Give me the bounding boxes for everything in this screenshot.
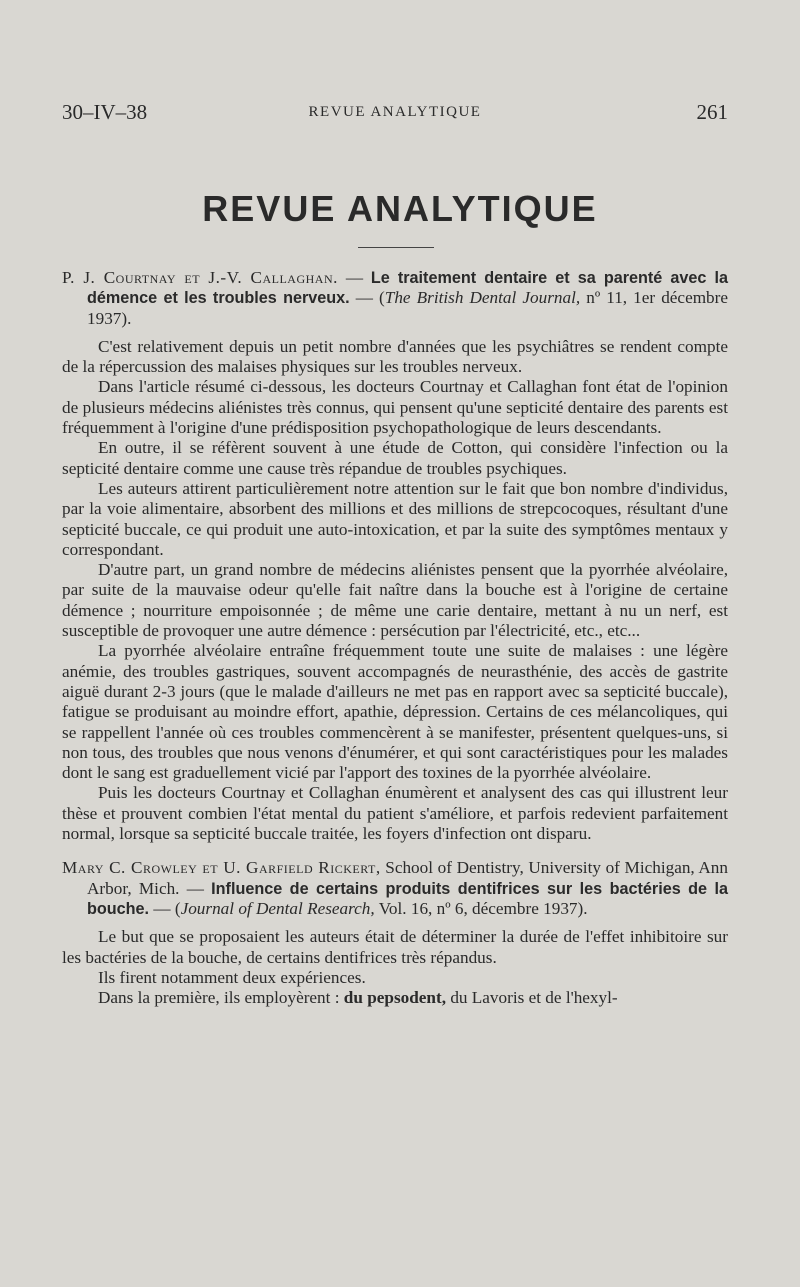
entry-1-paragraph: Les auteurs attirent particulièrement notre attention sur le fait que bon nombre d'individus, par la voie alimentaire, absorbent des millions et des millions de strepcocoques, résultant d'une septicité buccale, ce qui produit une auto-intoxication, et par la suite des symptômes mentaux y correspondant. — [62, 478, 728, 559]
entry-2-paragraph-last — [62, 988, 728, 1008]
entry-1-source: nº 11, 1er décembre 1937). — [87, 288, 729, 328]
running-header — [62, 100, 728, 130]
entry-2-last-text: Dans la première, ils employèrent : — [98, 988, 344, 1008]
entry-2-dash-2: — — [149, 898, 175, 918]
entry-1-dash: — — [337, 268, 371, 287]
entry-1-heading — [62, 268, 728, 329]
entry-2-last-text-end: du Lavoris et de l'hexyl- — [446, 988, 618, 1008]
entry-2-title: Influence de certains produits dentifrices sur les bactéries de la bouche. — [87, 879, 729, 918]
entry-1-paragraph: D'autre part, un grand nombre de médecins aliénistes pensent que la pyorrhée alvéolaire, par suite de la mauvaise odeur qu'elle fait naître dans la bouche est à l'origine de certaine démence ; nourriture empoisonnée ; de même une carie dentaire, mettant à nu un nerf, est susceptible de provoquer une autre démence : persécution par l'électricité, etc., etc... — [62, 560, 728, 641]
entry-1-authors: P. J. Courtnay et J.-V. Callaghan. — [62, 268, 338, 287]
entry-2-heading — [62, 858, 728, 919]
entry-2-paren: ( — [174, 898, 181, 918]
entry-1-paragraph: Dans l'article résumé ci-dessous, les docteurs Courtnay et Callaghan font état de l'opinion de plusieurs médecins aliénistes très connus, qui pensent qu'une septicité dentaire des parents est fréquemment à l'origine d'une prédisposition psychopathologique de leurs descendants. — [62, 377, 728, 438]
article-body — [62, 268, 728, 1008]
page-number: 261 — [696, 100, 728, 124]
entry-1-paragraph: C'est relativement depuis un petit nombre d'années que les psychiâtres se rendent compte de la répercussion des malaises physiques sur les troubles nerveux. — [62, 336, 728, 377]
entry-2-authors: Mary C. Crowley et U. Garfield Rickert, — [62, 858, 381, 878]
entry-2-journal: Journal of Dental Research, — [180, 898, 375, 918]
entry-2-source: Vol. 16, nº 6, décembre 1937). — [374, 898, 588, 918]
page-title: REVUE ANALYTIQUE — [202, 188, 598, 229]
header-section-title: REVUE ANALYTIQUE — [308, 104, 482, 120]
entry-2-dash: — — [179, 878, 212, 898]
entry-2-last-bold: du pepsodent, — [343, 988, 447, 1008]
title-divider — [358, 247, 434, 248]
entry-1-paren: ( — [379, 288, 385, 308]
entry-1-title: Le traitement dentaire et sa parenté avec la démence et les troubles nerveux. — [87, 269, 728, 308]
header-date: 30–IV–38 — [62, 100, 148, 124]
entry-1-journal: The British Dental Journal, — [384, 288, 581, 308]
entry-1-dash-2: — — [349, 288, 380, 308]
entry-2-paragraph: Le but que se proposaient les auteurs était de déterminer la durée de l'effet inhibitoire sur les bactéries de la bouche, de certains dentifrices très répandus. — [62, 927, 728, 967]
entry-1-paragraph: La pyorrhée alvéolaire entraîne fréquemment toute une suite de malaises : une légère anémie, des troubles gastriques, souvent accompagnés de neurasthénie, des accès de gastrite aiguë durant 2-3 jours (que le malade d'ailleurs ne met pas en rapport avec sa septicité buccale), fatigue se produisant au moindre effort, apathie, dépression. Certains de ces mélancoliques, qui se rappellent l'année où ces troubles commencèrent à se manifester, présentent quelques-uns, si non tous, des troubles que nous venons d'énumérer, et qui sont caractéristiques pour les malades dont le sang est graduellement vicié par l'apport des toxines de la pyorrhée alvéolaire. — [62, 641, 728, 783]
entry-2-affiliation: School of Dentistry, University of Michigan, Ann Arbor, Mich. — [87, 858, 728, 898]
entry-1-paragraph: En outre, il se réfèrent souvent à une étude de Cotton, qui considère l'infection ou la septicité dentaire comme une cause très répandue de troubles psychiques. — [62, 438, 728, 478]
entry-2-paragraph: Ils firent notamment deux expériences. — [98, 967, 366, 987]
entry-1-paragraph: Puis les docteurs Courtnay et Collaghan énumèrent et analysent des cas qui illustrent leur thèse et prouvent combien l'état mental du patient s'améliore, et parfois redevient parfaitement normal, lorsque sa septicité buccale traitée, les foyers d'infection ont disparu. — [62, 783, 728, 844]
